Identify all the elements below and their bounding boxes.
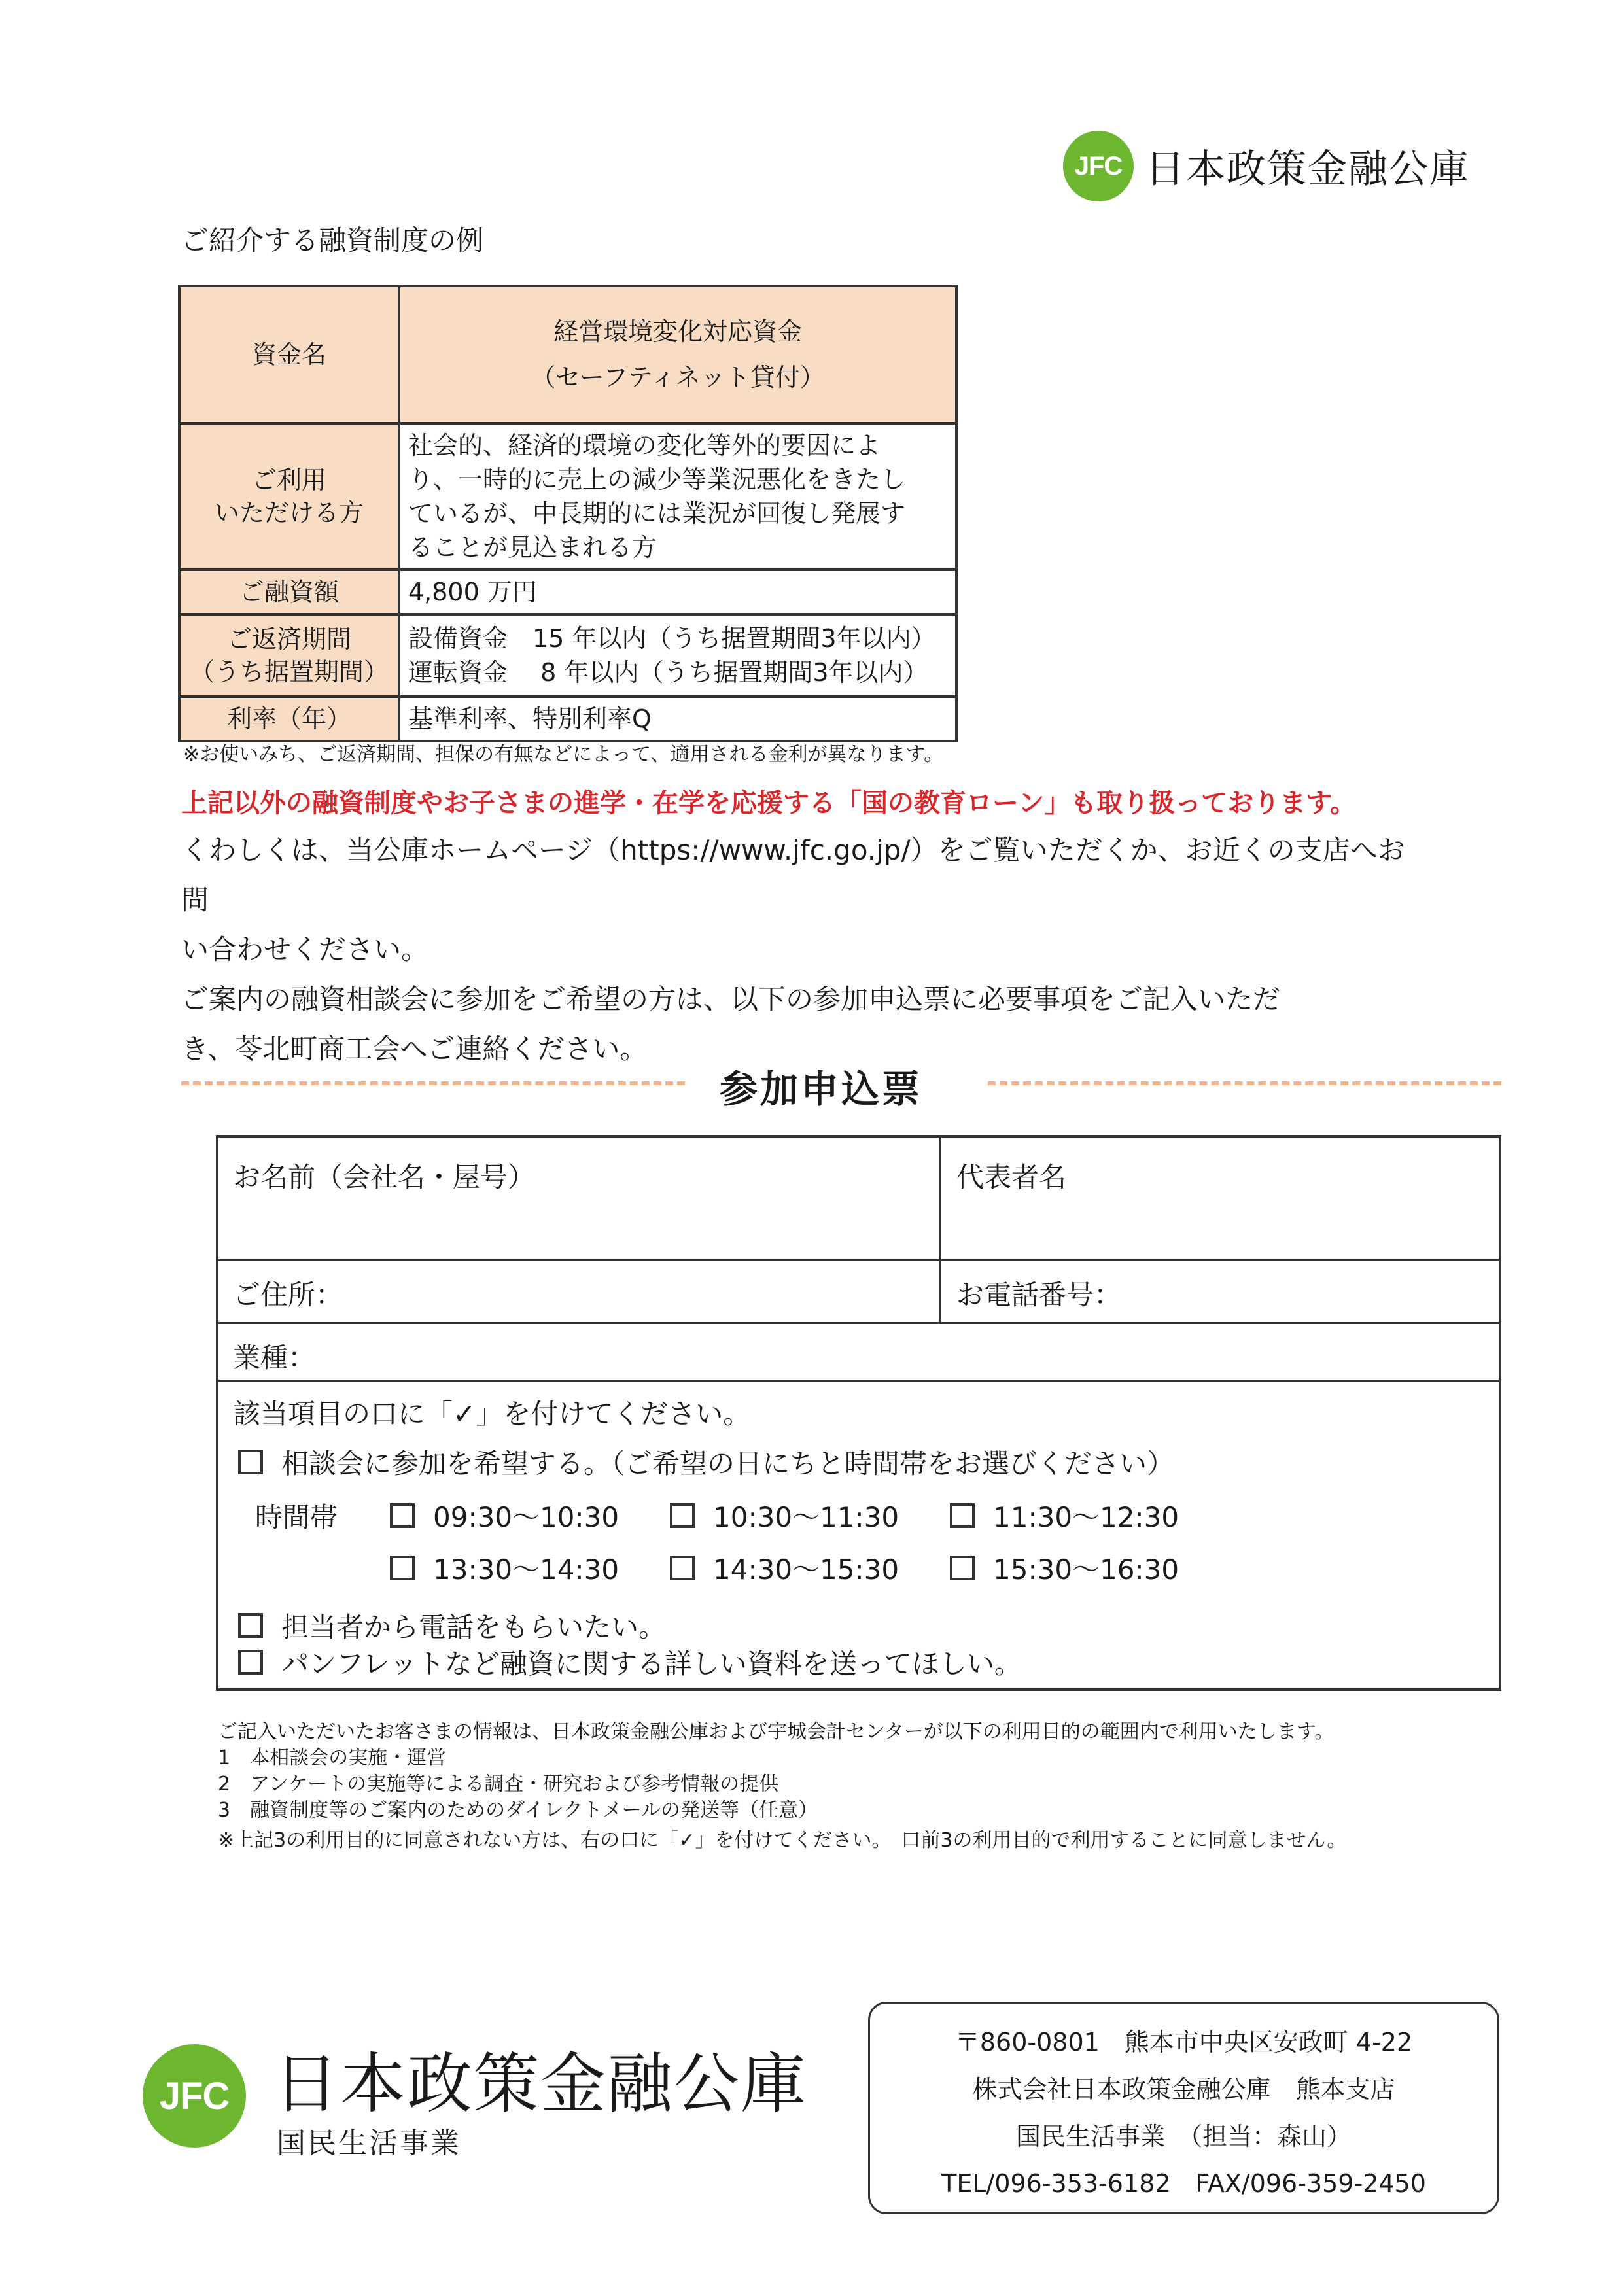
rate-value: 基準利率、特別利率Q [399,697,956,741]
table-note: ※お使いみち、ご返済期間、担保の有無などによって、適用される金利が異なります。 [183,743,944,766]
table-row [179,697,956,741]
info-line1: くわしくは、当公庫ホームページ（https://www.jfc.go.jp/）をご覧いただくか、お近くの支店へお問 [181,834,1405,916]
divider-left [181,1081,685,1085]
amount-value: 4,800 万円 [399,570,956,614]
privacy-item: 1 本相談会の実施・運営 [218,1747,447,1769]
time-slot-option[interactable] [950,1548,1179,1588]
eligible-value [399,423,956,570]
form-divider [218,1259,1499,1261]
option-call-label: 担当者から電話をもらいたい。 [281,1611,667,1643]
checkbox-icon[interactable] [950,1556,975,1580]
time-slot-label: 時間帯 [255,1501,338,1533]
phone-field-label[interactable]: お電話番号： [956,1279,1122,1311]
postal-address: 〒860-0801 熊本市中央区安政町 4-22 [954,2028,1413,2057]
industry-field-label[interactable]: 業種： [233,1342,316,1374]
loan-example-table [178,285,958,742]
time-slot-text: 13:30～14:30 [433,1554,620,1586]
repay-line1: 設備資金 15 年以内（うち据置期間3年以内） [408,624,936,653]
header-logo [1063,131,1470,201]
org-name: 日本政策金融公庫 [1145,147,1470,192]
representative-field-label[interactable]: 代表者名 [956,1161,1067,1193]
repay-value [399,614,956,697]
eligible-line1: 社会的、経済的環境の変化等外的要因によ [408,431,881,460]
time-slot-text: 11:30～12:30 [993,1501,1179,1533]
repay-label [179,614,399,697]
checkbox-icon[interactable] [238,1650,263,1675]
checkbox-icon[interactable] [238,1613,263,1638]
checkbox-icon[interactable] [390,1556,415,1580]
repay-label-line2: （うち据置期間） [189,657,389,686]
option-pamphlet[interactable] [238,1643,1022,1682]
eligible-line4: ることが見込まれる方 [408,533,657,562]
option-call[interactable] [238,1606,666,1645]
time-slot-option[interactable] [390,1548,619,1588]
repay-line2: 運転資金 8 年以内（うち据置期間3年以内） [408,658,928,687]
footer-org-name: 日本政策金融公庫 [273,2045,807,2122]
jfc-logo-icon: JFC [143,2044,246,2148]
eligible-label-line1: ご利用 [251,466,326,495]
option-pamphlet-label: パンフレットなど融資に関する詳しい資料を送ってほしい。 [281,1648,1022,1680]
footer-division: 国民生活事業 [277,2127,461,2160]
privacy-item: 2 アンケートの実施等による調査・研究および参考情報の提供 [218,1773,779,1796]
table-row [179,570,956,614]
rate-label: 利率（年） [179,697,399,741]
table-row [179,614,956,697]
eligible-line3: ているが、中長期的には業況が回復し発展す [408,499,906,528]
privacy-optout: ※上記3の利用目的に同意されない方は、右の口に「✓」を付けてください。 口前3の利用目的で利用することに同意しません。 [218,1829,1347,1852]
section-heading: ご紹介する融資制度の例 [181,224,484,256]
amount-label: ご融資額 [179,570,399,614]
application-form [216,1135,1501,1691]
time-slot-option[interactable] [670,1496,899,1535]
checkbox-icon[interactable] [950,1503,975,1528]
form-divider [218,1322,1499,1324]
info-line3: ご案内の融資相談会に参加をご希望の方は、以下の参加申込票に必要事項をご記入いただ [181,983,1281,1015]
info-paragraph [181,826,1424,1074]
tel-fax: TEL/096-353-6182 FAX/096-359-2450 [941,2169,1426,2198]
fund-name-label: 資金名 [179,286,399,423]
form-divider [939,1138,941,1322]
option-attend-label: 相談会に参加を希望する。（ご希望の日にちと時間帯をお選びください） [281,1448,1175,1480]
checkbox-icon[interactable] [670,1503,695,1528]
eligible-label-line2: いただける方 [214,498,364,527]
form-divider [218,1380,1499,1382]
fund-name-line1: 経営環境変化対応資金 [553,317,802,346]
repay-label-line1: ご返済期間 [226,625,351,653]
eligible-label [179,423,399,570]
privacy-intro: ご記入いただいたお客さまの情報は、日本政策金融公庫および宇城会計センターが以下の利用目的の範囲内で利用いたします。 [218,1720,1335,1743]
privacy-item: 3 融資制度等のご案内のためのダイレクトメールの発送等（任意） [218,1799,818,1822]
time-slot-text: 15:30～16:30 [993,1554,1179,1586]
time-slot-option[interactable] [950,1496,1179,1535]
division-contact: 国民生活事業 （担当：森山） [1015,2122,1352,2151]
table-row [179,286,956,423]
info-line2: い合わせください。 [181,933,429,965]
instruction-text: 該当項目の口に「✓」を付けてください。 [233,1398,751,1430]
time-slot-text: 14:30～15:30 [713,1554,899,1586]
option-attend[interactable] [238,1442,1174,1482]
company-name: 株式会社日本政策金融公庫 熊本支店 [972,2075,1395,2104]
divider-right [988,1081,1501,1085]
info-line4: き、苓北町商工会へご連絡ください。 [181,1033,648,1065]
jfc-logo-icon: JFC [1063,131,1134,201]
eligible-line2: り、一時的に売上の減少等業況悪化をきたし [408,465,906,494]
checkbox-icon[interactable] [238,1450,263,1474]
education-loan-notice: 上記以外の融資制度やお子さまの進学・在学を応援する「国の教育ローン」も取り扱っております。 [181,788,1356,818]
checkbox-icon[interactable] [390,1503,415,1528]
time-slot-text: 10:30～11:30 [713,1501,899,1533]
name-field-label[interactable]: お名前（会社名・屋号） [233,1161,536,1193]
contact-box [868,2002,1499,2214]
checkbox-icon[interactable] [670,1556,695,1580]
table-row [179,423,956,570]
form-title: 参加申込票 [720,1067,923,1111]
time-slot-option[interactable] [670,1548,899,1588]
address-field-label[interactable]: ご住所： [233,1279,343,1311]
time-slot-text: 09:30～10:30 [433,1501,620,1533]
fund-name-line2: （セーフティネット貸付） [531,363,825,392]
time-slot-option[interactable] [390,1496,619,1535]
fund-name-value [399,286,956,423]
